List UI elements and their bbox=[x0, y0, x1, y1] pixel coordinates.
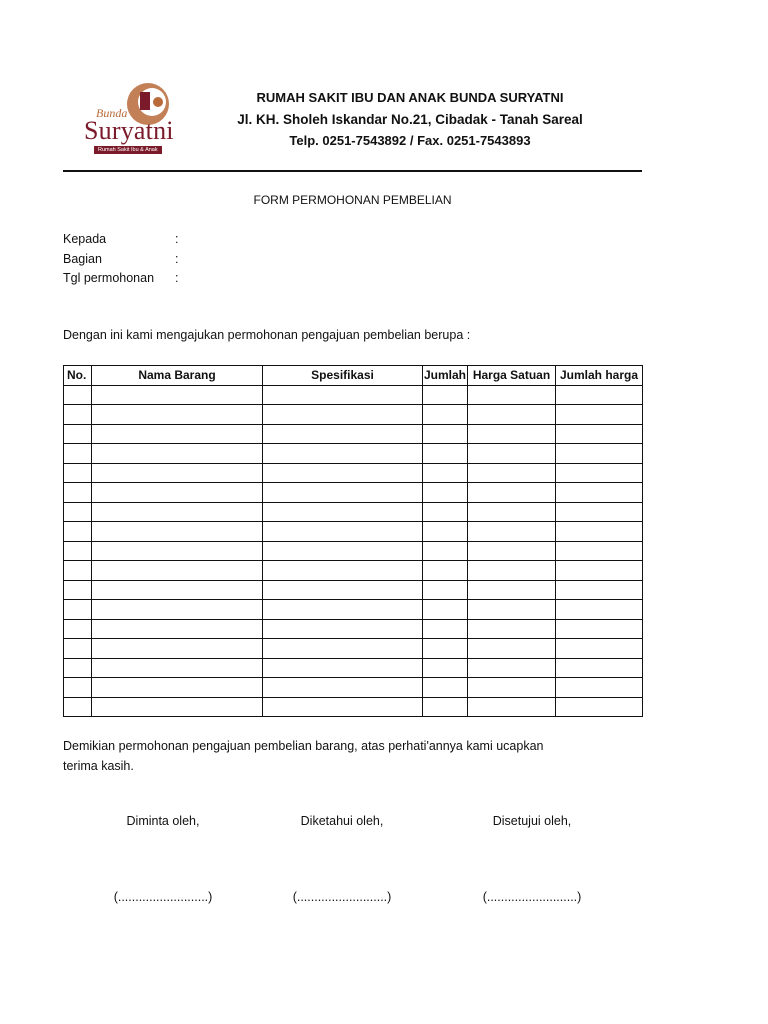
table-cell[interactable] bbox=[423, 424, 468, 444]
table-cell[interactable] bbox=[64, 600, 92, 620]
table-cell[interactable] bbox=[423, 580, 468, 600]
column-header-no: No. bbox=[64, 366, 92, 386]
table-cell[interactable] bbox=[556, 658, 643, 678]
table-cell[interactable] bbox=[468, 385, 556, 405]
signature-line-requested[interactable]: (..........................) bbox=[113, 890, 213, 904]
table-cell[interactable] bbox=[423, 463, 468, 483]
table-cell[interactable] bbox=[263, 541, 423, 561]
table-cell[interactable] bbox=[468, 561, 556, 581]
table-cell[interactable] bbox=[556, 522, 643, 542]
table-cell[interactable] bbox=[64, 658, 92, 678]
table-cell[interactable] bbox=[64, 463, 92, 483]
table-cell[interactable] bbox=[468, 502, 556, 522]
table-row bbox=[64, 678, 643, 698]
table-cell[interactable] bbox=[64, 385, 92, 405]
header-divider bbox=[63, 170, 642, 172]
table-cell[interactable] bbox=[64, 580, 92, 600]
table-cell[interactable] bbox=[92, 444, 263, 464]
table-cell[interactable] bbox=[556, 697, 643, 717]
table-cell[interactable] bbox=[64, 678, 92, 698]
table-cell[interactable] bbox=[423, 502, 468, 522]
table-cell[interactable] bbox=[556, 639, 643, 659]
table-row bbox=[64, 424, 643, 444]
table-cell[interactable] bbox=[556, 424, 643, 444]
field-separator: : bbox=[175, 252, 179, 266]
table-row bbox=[64, 580, 643, 600]
table-cell[interactable] bbox=[64, 697, 92, 717]
table-cell[interactable] bbox=[263, 678, 423, 698]
table-cell[interactable] bbox=[263, 502, 423, 522]
table-cell[interactable] bbox=[64, 522, 92, 542]
table-cell[interactable] bbox=[423, 483, 468, 503]
table-cell[interactable] bbox=[556, 619, 643, 639]
table-cell[interactable] bbox=[423, 619, 468, 639]
table-cell[interactable] bbox=[423, 405, 468, 425]
table-cell[interactable] bbox=[468, 444, 556, 464]
table-cell[interactable] bbox=[263, 463, 423, 483]
table-row bbox=[64, 405, 643, 425]
logo-name-text: Suryatni bbox=[84, 116, 174, 145]
table-row bbox=[64, 697, 643, 717]
table-cell[interactable] bbox=[64, 502, 92, 522]
hospital-name: RUMAH SAKIT IBU DAN ANAK BUNDA SURYATNI bbox=[256, 90, 564, 105]
closing-text bbox=[63, 736, 583, 776]
table-cell[interactable] bbox=[92, 463, 263, 483]
table-cell[interactable] bbox=[64, 483, 92, 503]
table-cell[interactable] bbox=[92, 405, 263, 425]
form-title: FORM PERMOHONAN PEMBELIAN bbox=[253, 193, 452, 207]
signature-title-approved: Disetujui oleh, bbox=[492, 814, 572, 828]
table-cell[interactable] bbox=[92, 697, 263, 717]
table-cell[interactable] bbox=[423, 541, 468, 561]
table-cell[interactable] bbox=[468, 405, 556, 425]
field-bagian[interactable] bbox=[63, 252, 178, 266]
table-cell[interactable] bbox=[423, 639, 468, 659]
table-cell[interactable] bbox=[263, 580, 423, 600]
signature-title-requested: Diminta oleh, bbox=[126, 814, 200, 828]
table-cell[interactable] bbox=[263, 385, 423, 405]
table-cell[interactable] bbox=[64, 405, 92, 425]
column-header-nama-barang: Nama Barang bbox=[92, 366, 263, 386]
table-cell[interactable] bbox=[423, 385, 468, 405]
table-cell[interactable] bbox=[556, 483, 643, 503]
table-cell[interactable] bbox=[556, 678, 643, 698]
hospital-address: Jl. KH. Sholeh Iskandar No.21, Cibadak - Tanah Sareal bbox=[237, 112, 583, 127]
column-header-harga-satuan: Harga Satuan bbox=[468, 366, 556, 386]
table-cell[interactable] bbox=[263, 561, 423, 581]
table-cell[interactable] bbox=[92, 502, 263, 522]
table-cell[interactable] bbox=[468, 463, 556, 483]
logo-script-text: Bunda bbox=[96, 106, 128, 120]
table-cell[interactable] bbox=[92, 580, 263, 600]
table-cell[interactable] bbox=[263, 483, 423, 503]
table-cell[interactable] bbox=[468, 619, 556, 639]
hospital-phone-fax: Telp. 0251-7543892 / Fax. 0251-7543893 bbox=[289, 133, 531, 148]
table-cell[interactable] bbox=[263, 444, 423, 464]
table-cell[interactable] bbox=[468, 678, 556, 698]
table-cell[interactable] bbox=[556, 463, 643, 483]
table-cell[interactable] bbox=[468, 424, 556, 444]
table-cell[interactable] bbox=[263, 600, 423, 620]
table-cell[interactable] bbox=[556, 600, 643, 620]
table-cell[interactable] bbox=[263, 424, 423, 444]
table-cell[interactable] bbox=[556, 405, 643, 425]
table-cell[interactable] bbox=[263, 522, 423, 542]
field-tgl-permohonan[interactable] bbox=[63, 271, 178, 285]
table-row bbox=[64, 483, 643, 503]
table-cell[interactable] bbox=[556, 561, 643, 581]
table-row bbox=[64, 502, 643, 522]
table-cell[interactable] bbox=[92, 619, 263, 639]
table-cell[interactable] bbox=[64, 561, 92, 581]
table-row bbox=[64, 463, 643, 483]
table-cell[interactable] bbox=[92, 522, 263, 542]
table-cell[interactable] bbox=[423, 600, 468, 620]
table-row bbox=[64, 444, 643, 464]
table-cell[interactable] bbox=[468, 639, 556, 659]
column-header-spesifikasi: Spesifikasi bbox=[263, 366, 423, 386]
table-cell[interactable] bbox=[468, 580, 556, 600]
table-cell[interactable] bbox=[556, 541, 643, 561]
field-label: Bagian bbox=[63, 252, 102, 266]
closing-line-2: terima kasih. bbox=[63, 759, 134, 773]
table-cell[interactable] bbox=[556, 444, 643, 464]
items-table bbox=[63, 365, 643, 717]
table-cell[interactable] bbox=[263, 697, 423, 717]
table-cell[interactable] bbox=[92, 678, 263, 698]
closing-line-1: Demikian permohonan pengajuan pembelian barang, atas perhati'annya kami ucapkan bbox=[63, 739, 544, 753]
table-row bbox=[64, 522, 643, 542]
table-header-row bbox=[64, 366, 643, 386]
field-separator: : bbox=[175, 271, 179, 285]
table-row bbox=[64, 385, 643, 405]
hospital-logo bbox=[82, 80, 192, 158]
logo-subtitle: Rumah Sakit Ibu & Anak bbox=[94, 146, 162, 154]
table-row bbox=[64, 639, 643, 659]
table-cell[interactable] bbox=[64, 444, 92, 464]
field-label: Kepada bbox=[63, 232, 107, 246]
table-cell[interactable] bbox=[423, 678, 468, 698]
table-cell[interactable] bbox=[468, 541, 556, 561]
table-cell[interactable] bbox=[92, 541, 263, 561]
table-cell[interactable] bbox=[468, 483, 556, 503]
table-cell[interactable] bbox=[92, 483, 263, 503]
table-cell[interactable] bbox=[92, 600, 263, 620]
signature-line-approved[interactable]: (..........................) bbox=[482, 890, 582, 904]
table-cell[interactable] bbox=[92, 424, 263, 444]
table-cell[interactable] bbox=[64, 424, 92, 444]
table-cell[interactable] bbox=[468, 658, 556, 678]
table-cell[interactable] bbox=[92, 385, 263, 405]
table-row bbox=[64, 619, 643, 639]
table-cell[interactable] bbox=[556, 385, 643, 405]
field-separator: : bbox=[175, 232, 179, 246]
table-cell[interactable] bbox=[92, 658, 263, 678]
column-header-jumlah: Jumlah bbox=[423, 366, 468, 386]
table-cell[interactable] bbox=[423, 658, 468, 678]
field-kepada[interactable] bbox=[63, 232, 178, 246]
table-cell[interactable] bbox=[468, 522, 556, 542]
table-cell[interactable] bbox=[468, 697, 556, 717]
table-cell[interactable] bbox=[263, 405, 423, 425]
table-cell[interactable] bbox=[64, 639, 92, 659]
table-cell[interactable] bbox=[64, 541, 92, 561]
table-cell[interactable] bbox=[64, 619, 92, 639]
table-cell[interactable] bbox=[423, 444, 468, 464]
table-cell[interactable] bbox=[423, 561, 468, 581]
table-cell[interactable] bbox=[92, 639, 263, 659]
signature-title-acknowledged: Diketahui oleh, bbox=[300, 814, 384, 828]
table-row bbox=[64, 658, 643, 678]
table-cell[interactable] bbox=[263, 619, 423, 639]
table-row bbox=[64, 600, 643, 620]
column-header-jumlah-harga: Jumlah harga bbox=[556, 366, 643, 386]
signature-line-acknowledged[interactable]: (..........................) bbox=[292, 890, 392, 904]
table-cell[interactable] bbox=[468, 600, 556, 620]
table-cell[interactable] bbox=[263, 639, 423, 659]
field-label: Tgl permohonan bbox=[63, 271, 155, 285]
table-cell[interactable] bbox=[423, 522, 468, 542]
table-cell[interactable] bbox=[556, 502, 643, 522]
intro-text: Dengan ini kami mengajukan permohonan pengajuan pembelian berupa : bbox=[63, 328, 471, 342]
table-cell[interactable] bbox=[92, 561, 263, 581]
table-body bbox=[64, 385, 643, 717]
table-row bbox=[64, 541, 643, 561]
table-cell[interactable] bbox=[263, 658, 423, 678]
table-cell[interactable] bbox=[423, 697, 468, 717]
table-row bbox=[64, 561, 643, 581]
table-cell[interactable] bbox=[556, 580, 643, 600]
